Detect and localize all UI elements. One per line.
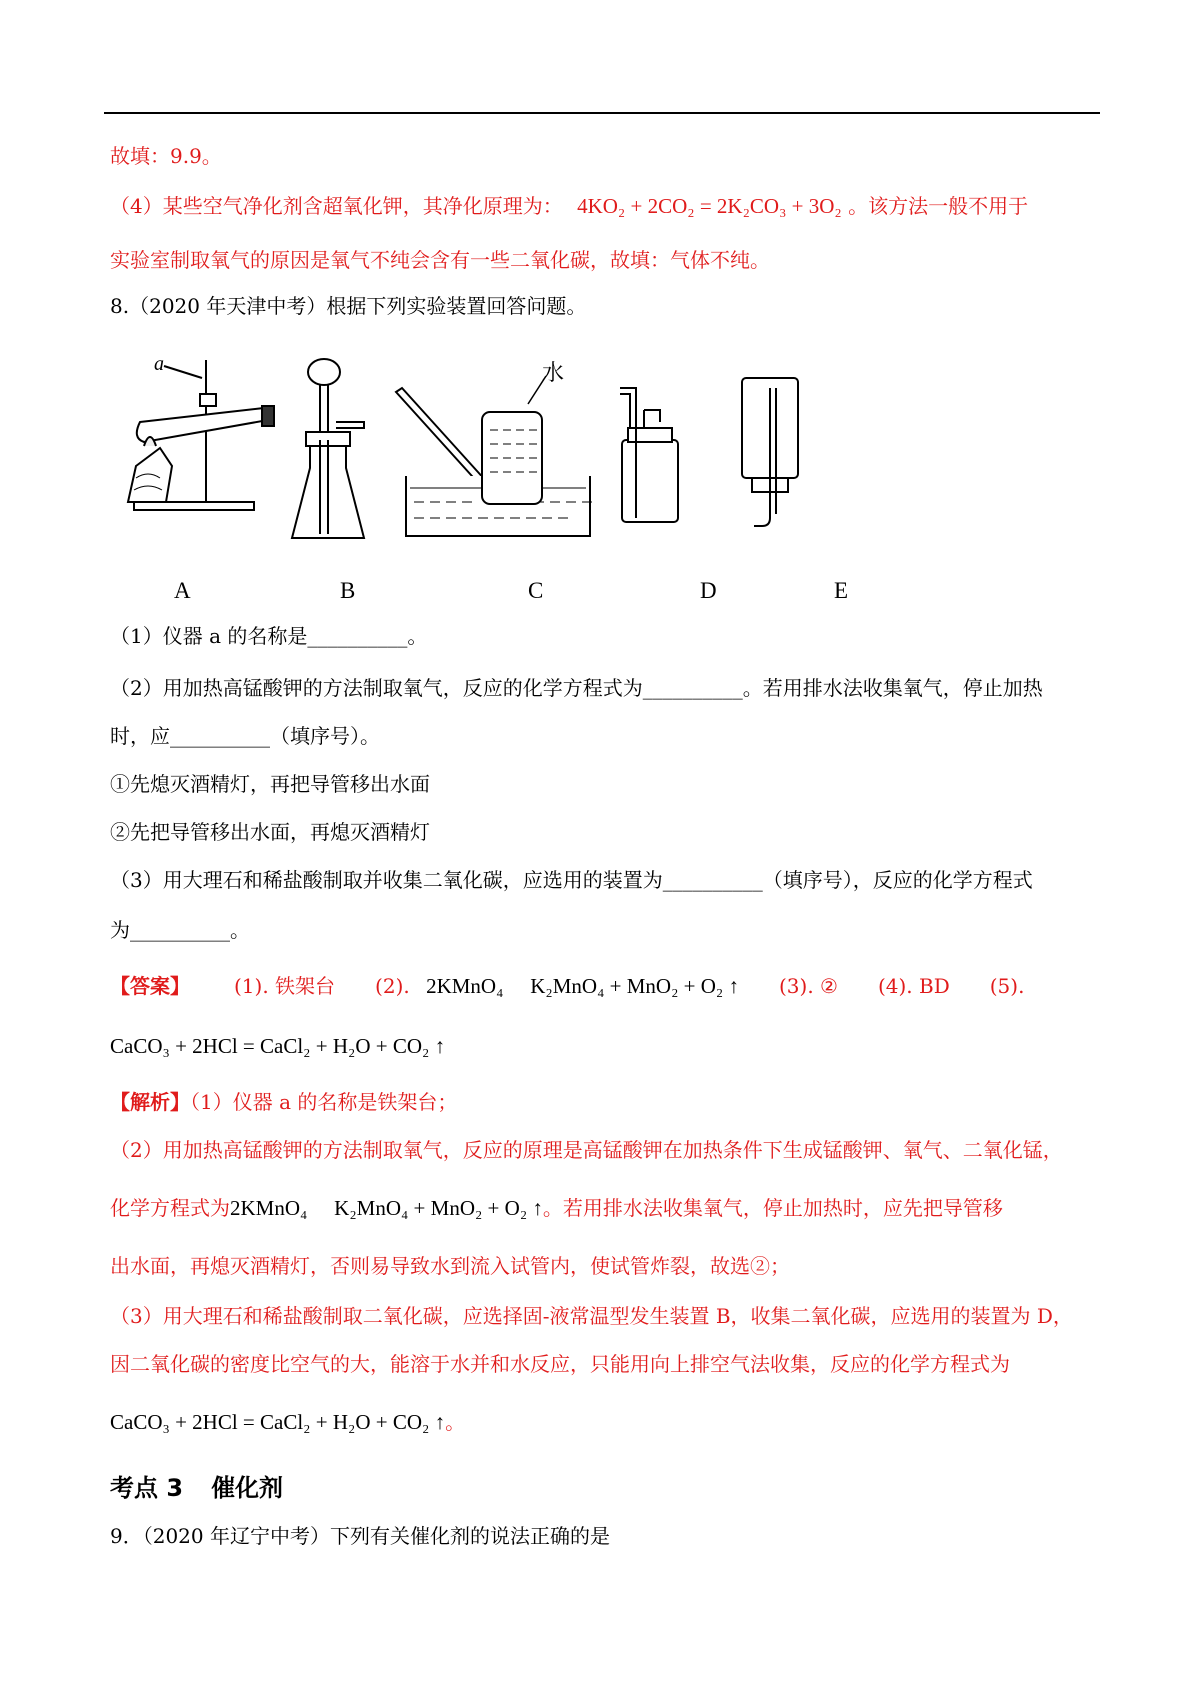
analysis-line1: [110, 1088, 457, 1116]
header-rule: [104, 112, 1100, 114]
apparatus-label-b: B: [340, 578, 356, 603]
answer-1: (1). 铁架台: [234, 974, 336, 998]
answer-line: [110, 972, 1024, 1000]
analysis-p2-line2: [110, 1194, 1003, 1222]
analysis-p2-equation: 2KMnO₄ ⃞ K₂MnO₄ + MnO₂ + O₂ ↑: [230, 1196, 543, 1220]
section-heading-prefix: 考点 3: [110, 1474, 184, 1502]
q8-option2: ②先把导管移出水面，再熄灭酒精灯: [110, 820, 430, 844]
answer-label: 【答案】: [110, 974, 190, 998]
q9-number: 9．: [110, 1524, 143, 1548]
analysis-p3-tail: 。: [445, 1410, 466, 1434]
prev-fill-line: 故填：9.9。: [110, 144, 222, 168]
q9-source: （2020 年辽宁中考）: [142, 1524, 330, 1548]
analysis-label: 【解析】: [110, 1090, 190, 1114]
apparatus-c-drawing: [396, 361, 592, 536]
answer-5-equation: CaCO₃ + 2HCl = CaCl₂ + H₂O + CO₂ ↑: [110, 1034, 446, 1058]
apparatus-b-drawing: [292, 359, 364, 538]
prev-q4-line2: 实验室制取氧气的原因是氧气不纯会含有一些二氧化碳，故填：气体不纯。: [110, 248, 770, 272]
apparatus-a-drawing: [128, 358, 274, 510]
q8-sub2-line2: 时，应__________（填序号）。: [110, 724, 380, 748]
analysis-p3-line2: 因二氧化碳的密度比空气的大，能溶于水并和水反应，只能用向上排空气法收集，反应的化学方程式为: [110, 1352, 1010, 1376]
apparatus-label-a: A: [174, 578, 191, 603]
analysis-p2-suffix: 。若用排水法收集氧气，停止加热时，应先把导管移: [542, 1196, 1003, 1220]
q8-option1: ①先熄灭酒精灯，再把导管移出水面: [110, 772, 430, 796]
section-heading: [110, 1468, 283, 1503]
q8-sub1: （1）仪器 a 的名称是__________。: [110, 624, 428, 648]
prev-q4-line: [110, 192, 1028, 220]
prev-q4-text: （4）某些空气净化剂含超氧化钾，其净化原理为：: [110, 194, 563, 218]
answer-4: (4). BD: [877, 974, 950, 998]
analysis-p2-line1: （2）用加热高锰酸钾的方法制取氧气，反应的原理是高锰酸钾在加热条件下生成锰酸钾、氧气、二氧化锰，: [110, 1138, 1063, 1162]
apparatus-d-drawing: [620, 388, 678, 522]
q8-header: [110, 292, 586, 320]
label-water: 水: [542, 361, 565, 386]
q8-source: （2020 年天津中考）: [129, 294, 327, 318]
q8-sub2-line1: （2）用加热高锰酸钾的方法制取氧气，反应的化学方程式为__________。若用排水法收集氧气，停止加热: [110, 676, 1043, 700]
analysis-p2-prefix: 化学方程式为: [110, 1196, 230, 1220]
apparatus-label-d: D: [700, 578, 717, 603]
answer-2-equation: 2KMnO₄ ⃞ K₂MnO₄ + MnO₂ + O₂ ↑: [426, 974, 739, 998]
prev-q4-equation: 4KO₂ + 2CO₂ = 2K₂CO₃ + 3O₂: [577, 194, 842, 218]
section-heading-title: 催化剂: [211, 1474, 284, 1502]
apparatus-label-c: C: [528, 578, 544, 603]
answer-3: (3). ②: [778, 974, 838, 998]
analysis-p1: （1）仪器 a 的名称是铁架台；: [190, 1090, 458, 1114]
apparatus-figure: [114, 358, 914, 608]
prev-q4-tail: 。该方法一般不用于: [848, 194, 1029, 218]
q8-sub3-line1: （3）用大理石和稀盐酸制取并收集二氧化碳，应选用的装置为__________（填序号），反应的化学方程式: [110, 868, 1033, 892]
analysis-p2-line3: 出水面，再熄灭酒精灯，否则易导致水到流入试管内，使试管炸裂，故选②；: [110, 1254, 790, 1278]
analysis-p3-eq-line: [110, 1408, 465, 1436]
answer-2-number: (2).: [375, 974, 410, 998]
analysis-p3-equation: CaCO₃ + 2HCl = CaCl₂ + H₂O + CO₂ ↑: [110, 1410, 446, 1434]
apparatus-label-e: E: [834, 578, 849, 603]
label-a: a: [154, 358, 164, 375]
apparatus-e-drawing: [742, 378, 798, 526]
analysis-p3-line1: （3）用大理石和稀盐酸制取二氧化碳，应选择固-液常温型发生装置 B，收集二氧化碳，应选用的装置为 D，: [110, 1304, 1073, 1328]
q8-stem: 根据下列实验装置回答问题。: [326, 294, 587, 318]
q8-sub3-line2: 为__________。: [110, 918, 250, 942]
answer-5-number: (5).: [989, 974, 1025, 998]
q9-stem: 下列有关催化剂的说法正确的是: [330, 1524, 610, 1548]
q8-number: 8.: [110, 294, 130, 318]
q9-header: [110, 1522, 610, 1550]
